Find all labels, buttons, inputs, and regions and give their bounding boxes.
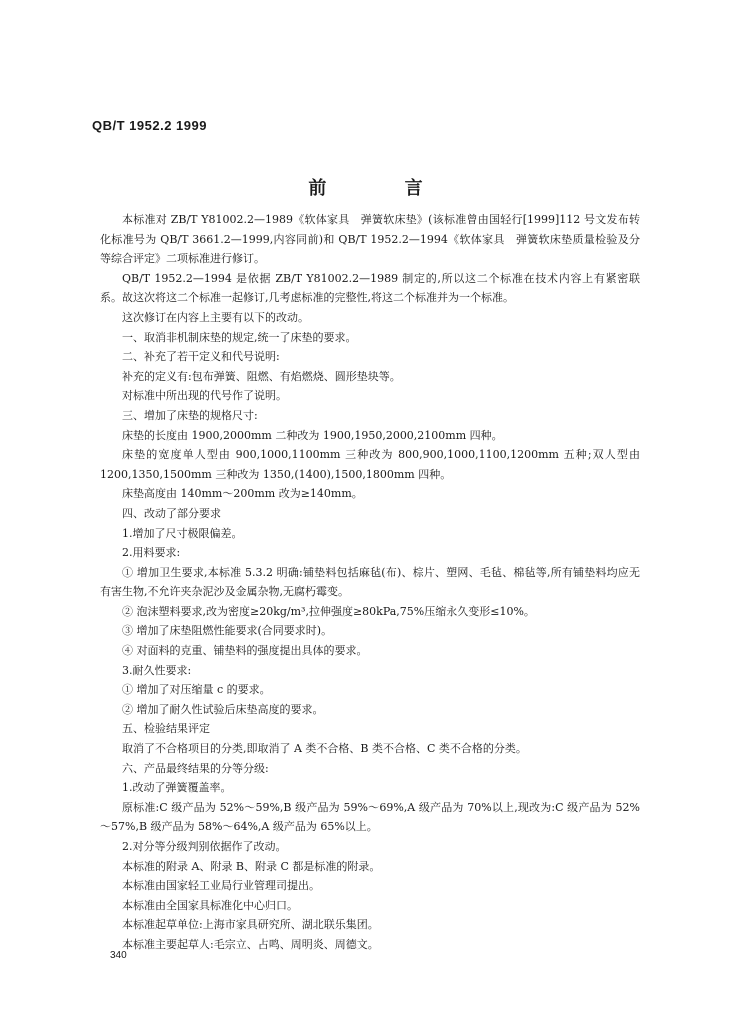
paragraph-definitions: 补充的定义有:包布弹簧、阻燃、有焰燃烧、圆形垫块等。 bbox=[122, 369, 401, 383]
paragraph-intro: 本标准对 ZB/T Y81002.2—1989《软体家具 弹簧软床垫》(该标准曾由国轻行[1999]112 号文发布转化标准号为 QB/T 3661.2—1999,内容同前)和 QB/T 1952.2—1994《软体家具 弹簧软床垫质量检验及分等综合评定》二项标准进行修订。 bbox=[100, 213, 640, 266]
item-4-3-2: ② 增加了耐久性试验后床垫高度的要求。 bbox=[122, 702, 324, 716]
paragraph-coverage: 原标准:C 级产品为 52%～59%,B 级产品为 59%～69%,A 级产品为 70%以上,现改为:C 级产品为 52%～57%,B 级产品为 58%～64%,A 级产品为 65%以上。 bbox=[100, 800, 640, 834]
paragraph-length: 床垫的长度由 1900,2000mm 二种改为 1900,1950,2000,2100mm 四种。 bbox=[122, 428, 503, 442]
item-4-2-2: ② 泡沫塑料要求,改为密度≥20kg/m³,拉伸强度≥80kPa,75%压缩永久变形≤10%。 bbox=[122, 604, 535, 618]
paragraph-centralizer: 本标准由全国家具标准化中心归口。 bbox=[122, 898, 298, 912]
paragraph-appendices: 本标准的附录 A、附录 B、附录 C 都是标准的附录。 bbox=[122, 859, 381, 873]
item-4-3: 3.耐久性要求: bbox=[122, 663, 192, 677]
item-4-2-4: ④ 对面料的克重、铺垫料的强度提出具体的要求。 bbox=[122, 644, 368, 658]
paragraph-evaluation: 取消了不合格项目的分类,即取消了 A 类不合格、B 类不合格、C 类不合格的分类。 bbox=[122, 742, 527, 756]
paragraph-symbols: 对标准中所出现的代号作了说明。 bbox=[122, 389, 287, 403]
paragraph-proposer: 本标准由国家轻工业局行业管理司提出。 bbox=[122, 879, 320, 893]
item-4-1: 1.增加了尺寸极限偏差。 bbox=[122, 526, 243, 540]
section-6: 六、产品最终结果的分等分级: bbox=[122, 761, 269, 775]
section-2: 二、补充了若干定义和代号说明: bbox=[122, 350, 280, 364]
foreword-body bbox=[100, 210, 640, 955]
section-3: 三、增加了床垫的规格尺寸: bbox=[122, 408, 258, 422]
item-6-1: 1.改动了弹簧覆盖率。 bbox=[122, 781, 232, 795]
paragraph-changes-intro: 这次修订在内容上主要有以下的改动。 bbox=[122, 310, 309, 324]
item-6-2: 2.对分等分级判别依据作了改动。 bbox=[122, 840, 287, 853]
paragraph-drafters: 本标准主要起草人:毛宗立、占鸣、周明炎、周德文。 bbox=[122, 937, 379, 951]
item-4-2: 2.用料要求: bbox=[122, 546, 181, 560]
page-title: 前 言 bbox=[308, 178, 459, 199]
item-4-3-1: ① 增加了对压缩量 c 的要求。 bbox=[122, 683, 271, 697]
standard-code-header: QB/T 1952.2 1999 bbox=[92, 118, 207, 133]
page-number: 340 bbox=[110, 950, 127, 961]
section-1: 一、取消非机制床垫的规定,统一了床垫的要求。 bbox=[122, 330, 357, 344]
section-5: 五、检验结果评定 bbox=[122, 722, 210, 736]
paragraph-drafting-units: 本标准起草单位:上海市家具研究所、湖北联乐集团。 bbox=[122, 918, 379, 932]
paragraph-relation: QB/T 1952.2—1994 是依据 ZB/T Y81002.2—1989 制定的,所以这二个标准在技术内容上有紧密联系。故这次将这二个标准一起修订,几考虑标准的完整性,将这二个标准并为一个标准。 bbox=[100, 271, 640, 305]
item-4-2-1: ① 增加卫生要求,本标准 5.3.2 明确:铺垫料包括麻毡(布)、棕片、塑网、毛毡、棉毡等,所有铺垫料均应无有害生物,不允许夹杂泥沙及金属杂物,无腐朽霉变。 bbox=[100, 565, 640, 599]
section-4: 四、改动了部分要求 bbox=[122, 506, 221, 520]
paragraph-height: 床垫高度由 140mm～200mm 改为≥140mm。 bbox=[122, 487, 363, 501]
item-4-2-3: ③ 增加了床垫阻燃性能要求(合同要求时)。 bbox=[122, 624, 333, 638]
paragraph-width: 床垫的宽度单人型由 900,1000,1100mm 三种改为 800,900,1000,1100,1200mm 五种;双人型由 1200,1350,1500mm 三种改为 1350,(1400),1500,1800mm 四种。 bbox=[100, 448, 640, 481]
